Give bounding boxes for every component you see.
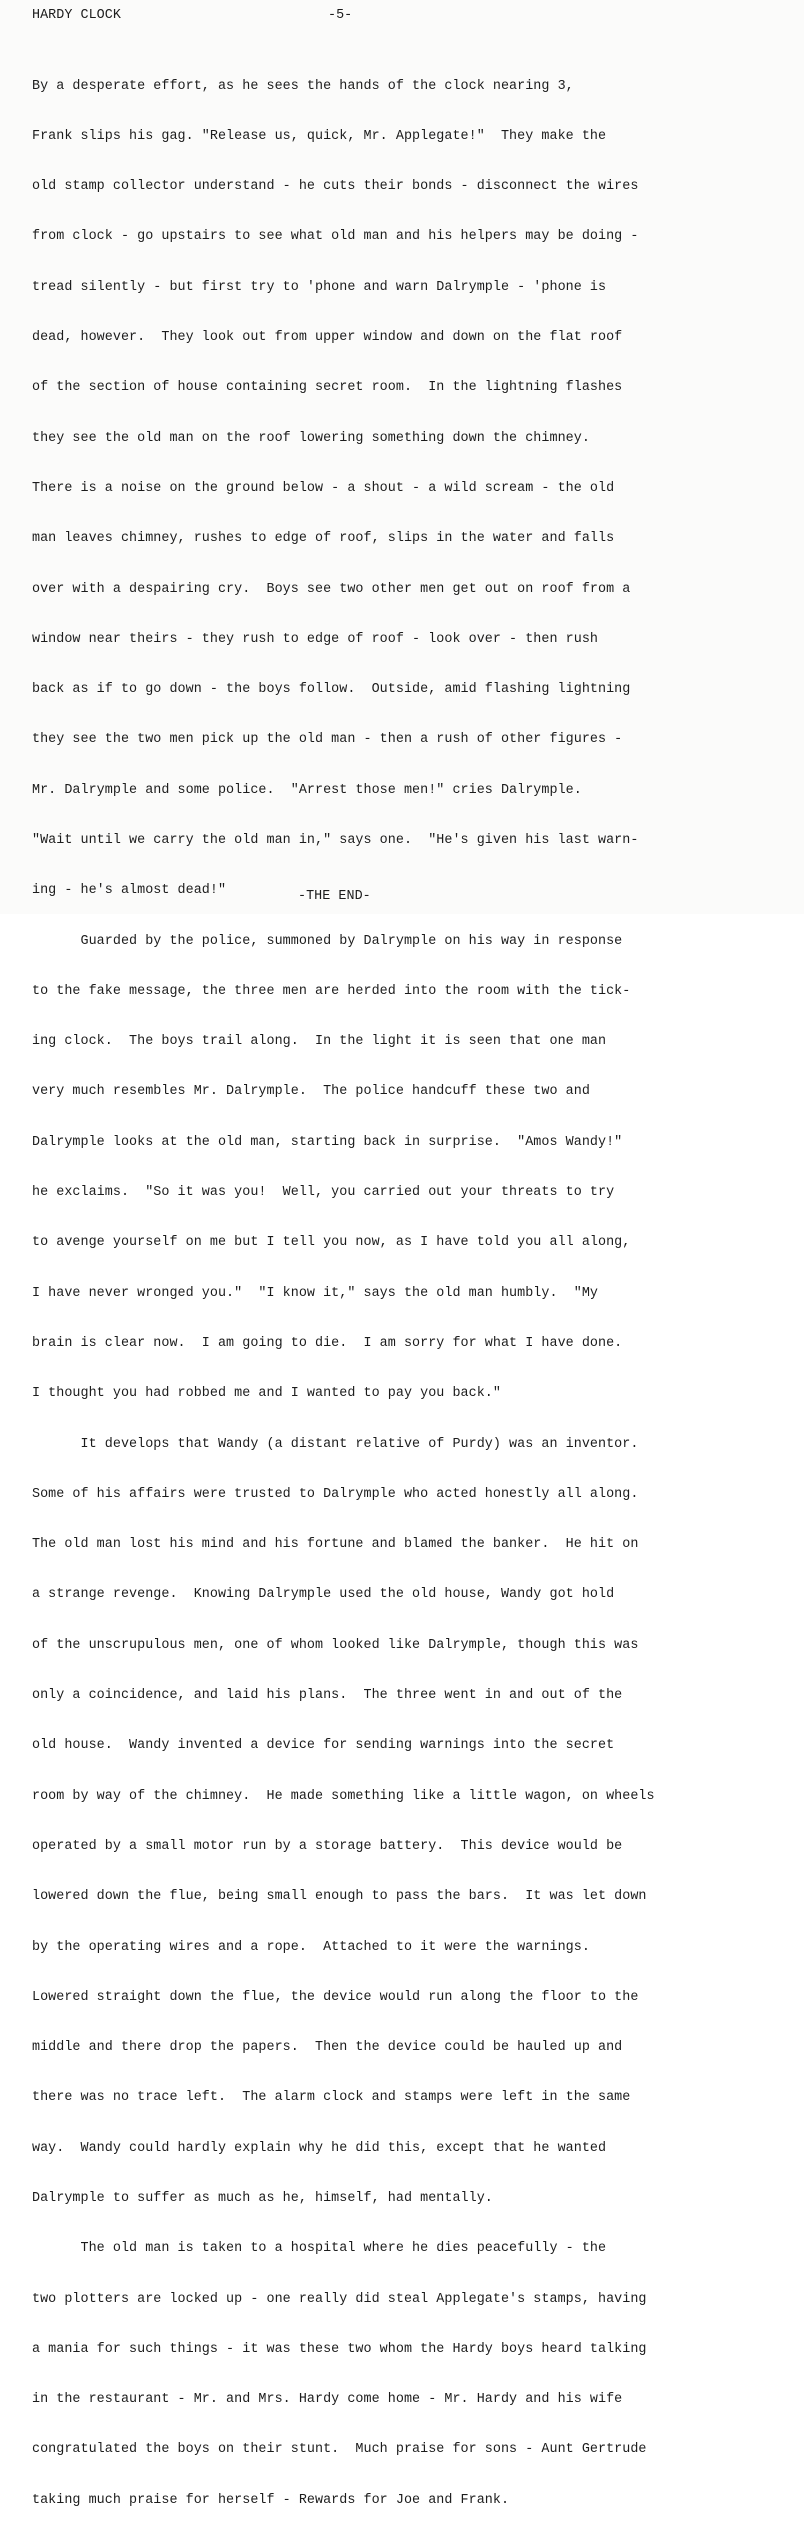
text-line: very much resembles Mr. Dalrymple. The police handcuff these two and xyxy=(32,1084,590,1100)
text-line: The old man lost his mind and his fortune and blamed the banker. He hit on xyxy=(32,1537,639,1553)
text-line: Dalrymple looks at the old man, starting back in surprise. "Amos Wandy!" xyxy=(32,1134,623,1150)
text-line: he exclaims. "So it was you! Well, you carried out your threats to try xyxy=(32,1185,615,1201)
text-line: congratulated the boys on their stunt. Much praise for sons - Aunt Gertrude xyxy=(32,2442,647,2458)
text-line: taking much praise for herself - Rewards for Joe and Frank. xyxy=(32,2492,510,2508)
text-line: in the restaurant - Mr. and Mrs. Hardy come home - Mr. Hardy and his wife xyxy=(32,2392,623,2408)
the-end-marker: -THE END- xyxy=(298,889,371,904)
text-line: there was no trace left. The alarm clock and stamps were left in the same xyxy=(32,2090,631,2106)
text-line: to avenge yourself on me but I tell you now, as I have told you all along, xyxy=(32,1235,631,1251)
text-line: Dalrymple to suffer as much as he, himself, had mentally. xyxy=(32,2191,493,2206)
text-line: only a coincidence, and laid his plans. The three went in and out of the xyxy=(32,1688,623,1704)
text-line: a mania for such things - it was these two whom the Hardy boys heard talking xyxy=(32,2341,647,2357)
text-line: ing - he's almost dead!" xyxy=(32,883,227,899)
text-line: ing clock. The boys trail along. In the light it is seen that one man xyxy=(32,1034,607,1050)
text-line: Lowered straight down the flue, the device would run along the floor to the xyxy=(32,1989,639,2005)
text-line: operated by a small motor run by a storage battery. This device would be xyxy=(32,1838,623,1854)
text-line: over with a despairing cry. Boys see two other men get out on roof from a xyxy=(32,581,631,597)
text-line: room by way of the chimney. He made something like a little wagon, on wheels xyxy=(32,1788,655,1804)
page-number: -5- xyxy=(328,8,353,23)
text-line: from clock - go upstairs to see what old man and his helpers may be doing - xyxy=(32,229,639,245)
text-line: back as if to go down - the boys follow. Outside, amid flashing lightning xyxy=(32,682,631,698)
text-line: way. Wandy could hardly explain why he did this, except that he wanted xyxy=(32,2140,607,2156)
text-line: old house. Wandy invented a device for sending warnings into the secret xyxy=(32,1738,615,1754)
text-line: two plotters are locked up - one really did steal Applegate's stamps, having xyxy=(32,2291,647,2307)
text-line: old stamp collector understand - he cuts their bonds - disconnect the wires xyxy=(32,179,639,195)
text-line: by the operating wires and a rope. Attached to it were the warnings. xyxy=(32,1939,590,1955)
text-line: Mr. Dalrymple and some police. "Arrest those men!" cries Dalrymple. xyxy=(32,782,582,798)
text-line: they see the two men pick up the old man - then a rush of other figures - xyxy=(32,732,623,748)
text-line: tread silently - but first try to 'phone and warn Dalrymple - 'phone is xyxy=(32,279,607,295)
text-line: of the unscrupulous men, one of whom looked like Dalrymple, though this was xyxy=(32,1637,639,1653)
text-line: dead, however. They look out from upper window and down on the flat roof xyxy=(32,330,623,346)
text-line: window near theirs - they rush to edge of roof - look over - then rush xyxy=(32,631,598,647)
text-line: Some of his affairs were trusted to Dalrymple who acted honestly all along. xyxy=(32,1486,639,1502)
text-line: middle and there drop the papers. Then the device could be hauled up and xyxy=(32,2040,623,2056)
text-line: I have never wronged you." "I know it," says the old man humbly. "My xyxy=(32,1285,598,1301)
text-line: man leaves chimney, rushes to edge of roof, slips in the water and falls xyxy=(32,531,615,547)
text-line: It develops that Wandy (a distant relative of Purdy) was an inventor. xyxy=(32,1436,639,1452)
text-line: to the fake message, the three men are herded into the room with the tick- xyxy=(32,983,631,999)
text-line: of the section of house containing secret room. In the lightning flashes xyxy=(32,380,623,396)
text-line: lowered down the flue, being small enough to pass the bars. It was let down xyxy=(32,1889,647,1905)
text-line: they see the old man on the roof lowering something down the chimney. xyxy=(32,430,590,446)
text-line: brain is clear now. I am going to die. I am sorry for what I have done. xyxy=(32,1335,623,1351)
text-line: There is a noise on the ground below - a shout - a wild scream - the old xyxy=(32,480,615,496)
text-line: "Wait until we carry the old man in," says one. "He's given his last warn- xyxy=(32,832,639,848)
text-line: By a desperate effort, as he sees the hands of the clock nearing 3, xyxy=(32,78,574,94)
text-line: The old man is taken to a hospital where he dies peacefully - the xyxy=(32,2241,607,2257)
body-text xyxy=(32,45,804,2543)
running-header-title: HARDY CLOCK xyxy=(32,8,121,23)
text-line: Guarded by the police, summoned by Dalrymple on his way in response xyxy=(32,933,623,949)
text-line: Frank slips his gag. "Release us, quick, Mr. Applegate!" They make the xyxy=(32,128,607,144)
text-line: a strange revenge. Knowing Dalrymple used the old house, Wandy got hold xyxy=(32,1587,615,1603)
text-line: I thought you had robbed me and I wanted to pay you back." xyxy=(32,1386,501,1402)
